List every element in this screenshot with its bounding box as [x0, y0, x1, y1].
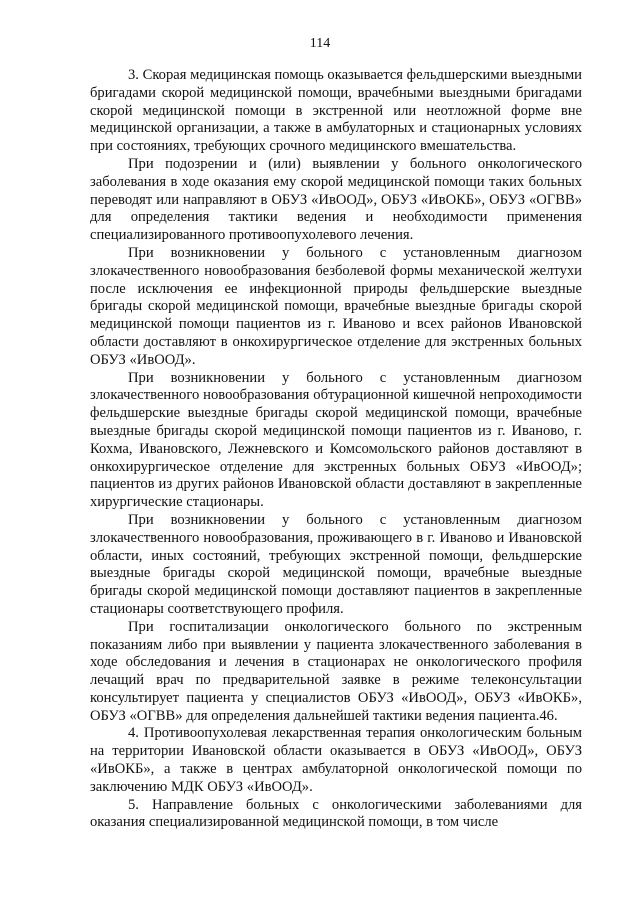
paragraph-mechanical-jaundice: При возникновении у больного с установленным диагнозом злокачественного новообразования безболевой формы механической желтухи после исключения ее инфекционной природы фельдшерские выездные бригады скорой медицинской помощи, врачебные выездные бригады скорой медицинской помощи пациентов из г. Иваново и всех районов Ивановской области доставляют в онкохирургическое отделение для экстренных больных ОБУЗ «ИвООД».	[90, 244, 582, 368]
paragraph-hospitalization-teleconsultation: При госпитализации онкологического больного по экстренным показаниям либо при выявлении у пациента злокачественного заболевания в ходе обследования и лечения в стационарах не онкологического профиля лечащий врач по предварительной заявке в режиме телеконсультации консультирует пациента у специалистов ОБУЗ «ИвООД», ОБУЗ «ИвОКБ», ОБУЗ «ОГВВ» для определения дальнейшей тактики ведения пациента.46.	[90, 618, 582, 724]
paragraph-ambulance-emergency-care: 3. Скорая медицинская помощь оказывается фельдшерскими выездными бригадами скорой медицинской помощи, врачебными выездными бригадами скорой медицинской помощи в экстренной или неотложной форме вне медицинской организации, а также в амбулаторных и стационарных условиях при состояниях, требующих срочного медицинского вмешательства.	[90, 67, 582, 155]
paragraph-other-emergency-conditions: При возникновении у больного с установленным диагнозом злокачественного новообразования, проживающего в г. Иваново и Ивановской области, иных состояний, требующих экстренной помощи, фельдшерские выездные бригады скорой медицинской помощи, врачебные выездные бригады скорой медицинской помощи доставляют пациентов в закрепленные стационары соответствующего профиля.	[90, 511, 582, 617]
paragraph-specialized-care-referral: 5. Направление больных с онкологическими заболеваниями для оказания специализированной медицинской помощи, в том числе	[90, 796, 582, 831]
paragraph-antitumor-drug-therapy: 4. Противоопухолевая лекарственная терапия онкологическим больным на территории Ивановской области оказывается в ОБУЗ «ИвООД», ОБУЗ «ИвОКБ», а также в центрах амбулаторной онкологической помощи по заключению МДК ОБУЗ «ИвООД».	[90, 725, 582, 795]
paragraph-intestinal-obstruction: При возникновении у больного с установленным диагнозом злокачественного новообразования обтурационной кишечной непроходимости фельдшерские выездные бригады скорой медицинской помощи, врачебные выездные бригады скорой медицинской помощи пациентов из г. Иваново, г. Кохма, Ивановского, Лежневского и Комсомольского районов доставляют в онкохирургическое отделение для экстренных больных ОБУЗ «ИвООД»; пациентов из других районов Ивановской области доставляют в закрепленные хирургические стационары.	[90, 369, 582, 511]
paragraph-suspected-oncology-referral: При подозрении и (или) выявлении у больного онкологического заболевания в ходе оказания ему скорой медицинской помощи таких больных переводят или направляют в ОБУЗ «ИвООД», ОБУЗ «ИвОКБ», ОБУЗ «ОГВВ» для определения тактики ведения и необходимости применения специализированного противоопухолевого лечения.	[90, 155, 582, 244]
document-body	[90, 67, 582, 832]
page-number: 114	[309, 36, 331, 51]
